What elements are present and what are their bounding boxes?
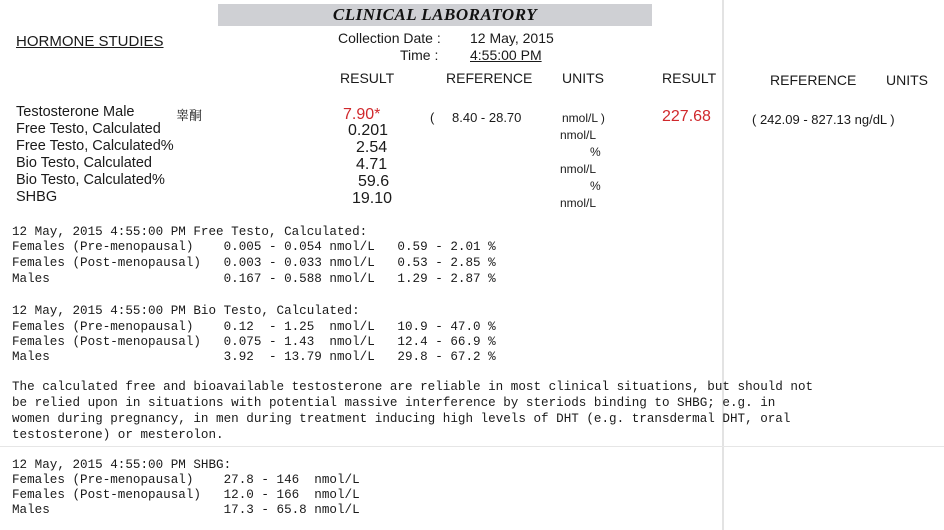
free-testo-row: Females (Post-menopausal) 0.003 - 0.033 nmol/L 0.53 - 2.85 % (12, 256, 496, 270)
converted-reference-range: ( 242.09 - 827.13 ng/dL ) (752, 112, 895, 127)
column-header-reference: REFERENCE (446, 70, 533, 86)
column-header-reference-2: REFERENCE (770, 72, 857, 88)
units-value: % (590, 179, 601, 193)
test-name: Testosterone Male (16, 104, 135, 120)
test-name: Free Testo, Calculated% (16, 138, 174, 154)
free-testo-heading: 12 May, 2015 4:55:00 PM Free Testo, Calculated: (12, 225, 368, 239)
column-header-result-2: RESULT (662, 70, 717, 86)
note-line: women during pregnancy, in men during treatment inducing high levels of DHT (e.g. transdermal DHT, oral (12, 412, 791, 426)
shbg-row: Females (Post-menopausal) 12.0 - 166 nmol/L (12, 488, 360, 502)
shbg-row: Females (Pre-menopausal) 27.8 - 146 nmol/L (12, 473, 360, 487)
result-value: 4.71 (356, 156, 388, 173)
column-header-result: RESULT (340, 70, 395, 86)
time-value: 4:55:00 PM (470, 47, 542, 63)
result-value: 59.6 (358, 173, 390, 190)
test-name: Bio Testo, Calculated% (16, 172, 165, 188)
shbg-heading: 12 May, 2015 4:55:00 PM SHBG: (12, 458, 232, 472)
note-line: The calculated free and bioavailable testosterone are reliable in most clinical situations, but should not (12, 380, 814, 394)
bio-testo-row: Females (Pre-menopausal) 0.12 - 1.25 nmol/L 10.9 - 47.0 % (12, 320, 496, 334)
reference-open-paren: ( (430, 110, 435, 125)
result-value: 19.10 (352, 190, 393, 207)
reference-range: 8.40 - 28.70 (452, 110, 522, 125)
column-header-units: UNITS (562, 70, 604, 86)
bio-testo-row: Males 3.92 - 13.79 nmol/L 29.8 - 67.2 % (12, 350, 496, 364)
units-value: nmol/L (560, 196, 597, 210)
section-title: HORMONE STUDIES (16, 33, 164, 50)
test-name: Bio Testo, Calculated (16, 155, 152, 171)
note-line: testosterone) or mesterolon. (12, 428, 224, 442)
converted-result-value: 227.68 (662, 108, 711, 125)
horizontal-fold-line (0, 446, 944, 447)
test-name: Free Testo, Calculated (16, 121, 161, 137)
result-value: 2.54 (356, 139, 388, 156)
test-name: SHBG (16, 189, 58, 205)
note-line: be relied upon in situations with potential massive interference by steriods binding to SHBG; e.g. in (12, 396, 776, 410)
vertical-fold-line (722, 0, 724, 530)
bio-testo-heading: 12 May, 2015 4:55:00 PM Bio Testo, Calculated: (12, 304, 360, 318)
free-testo-row: Males 0.167 - 0.588 nmol/L 1.29 - 2.87 % (12, 272, 496, 286)
units-value: nmol/L (560, 128, 597, 142)
units-value: nmol/L (560, 162, 597, 176)
units-value: % (590, 145, 601, 159)
time-label: Time : (400, 47, 439, 63)
units-value: nmol/L ) (562, 111, 605, 125)
abnormal-result-value: 7.90* (343, 106, 381, 123)
shbg-row: Males 17.3 - 65.8 nmol/L (12, 503, 360, 517)
test-name-chinese: 睾酮 (176, 108, 203, 123)
page-title: CLINICAL LABORATORY (332, 5, 538, 24)
collection-date-value: 12 May, 2015 (470, 30, 554, 46)
free-testo-row: Females (Pre-menopausal) 0.005 - 0.054 nmol/L 0.59 - 2.01 % (12, 240, 496, 254)
result-value: 0.201 (348, 122, 389, 139)
bio-testo-row: Females (Post-menopausal) 0.075 - 1.43 nmol/L 12.4 - 66.9 % (12, 335, 496, 349)
column-header-units-2: UNITS (886, 72, 928, 88)
collection-date-label: Collection Date : (338, 30, 441, 46)
